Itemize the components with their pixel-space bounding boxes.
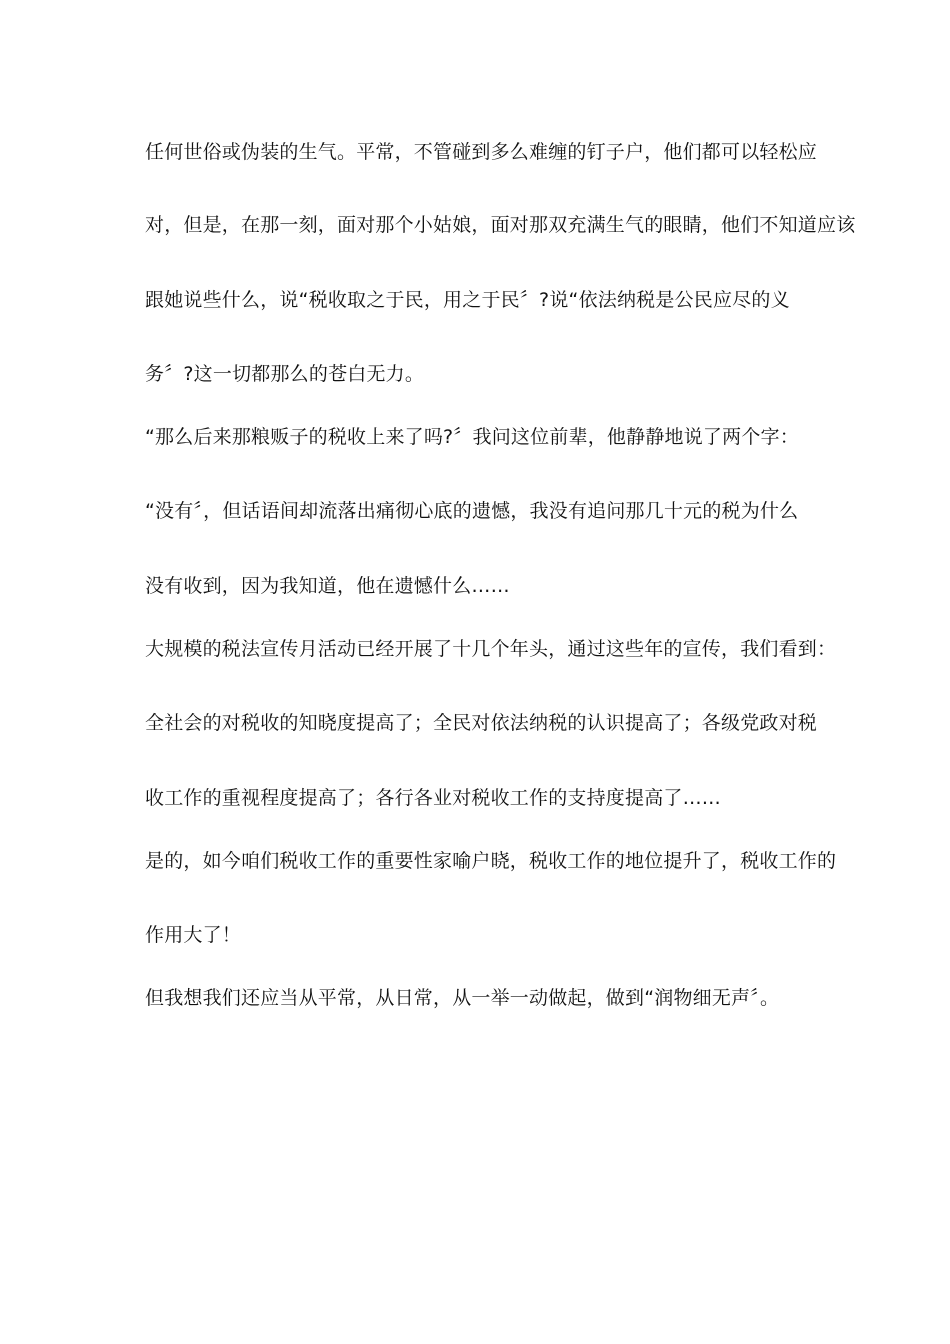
- text-line: 没有收到，因为我知道，他在遗憾什么……: [145, 575, 510, 597]
- text-line: “那么后来那粮贩子的税收上来了吗?〞我问这位前辈，他静静地说了两个字：: [145, 426, 799, 448]
- text-line: 对，但是，在那一刻，面对那个小姑娘，面对那双充满生气的眼睛，他们不知道应该: [145, 214, 856, 236]
- text-line: 大规模的税法宣传月活动已经开展了十几个年头，通过这些年的宣传，我们看到：: [145, 638, 837, 660]
- text-line: 任何世俗或伪装的生气。平常，不管碰到多么难缠的钉子户，他们都可以轻松应: [145, 141, 818, 163]
- text-line: 但我想我们还应当从平常，从日常，从一举一动做起，做到“润物细无声〞。: [145, 987, 780, 1009]
- text-line: 务〞?这一切都那么的苍白无力。: [145, 363, 425, 385]
- text-line: “没有〞，但话语间却流落出痛彻心底的遗憾，我没有追问那几十元的税为什么: [145, 500, 799, 522]
- text-line: 是的，如今咱们税收工作的重要性家喻户晓，税收工作的地位提升了，税收工作的: [145, 850, 837, 872]
- text-line: 收工作的重视程度提高了；各行各业对税收工作的支持度提高了……: [145, 787, 722, 809]
- text-line: 跟她说些什么，说“税收取之于民，用之于民〞?说“依法纳税是公民应尽的义: [145, 289, 790, 311]
- text-line: 全社会的对税收的知晓度提高了；全民对依法纳税的认识提高了；各级党政对税: [145, 712, 818, 734]
- text-line: 作用大了！: [145, 924, 242, 946]
